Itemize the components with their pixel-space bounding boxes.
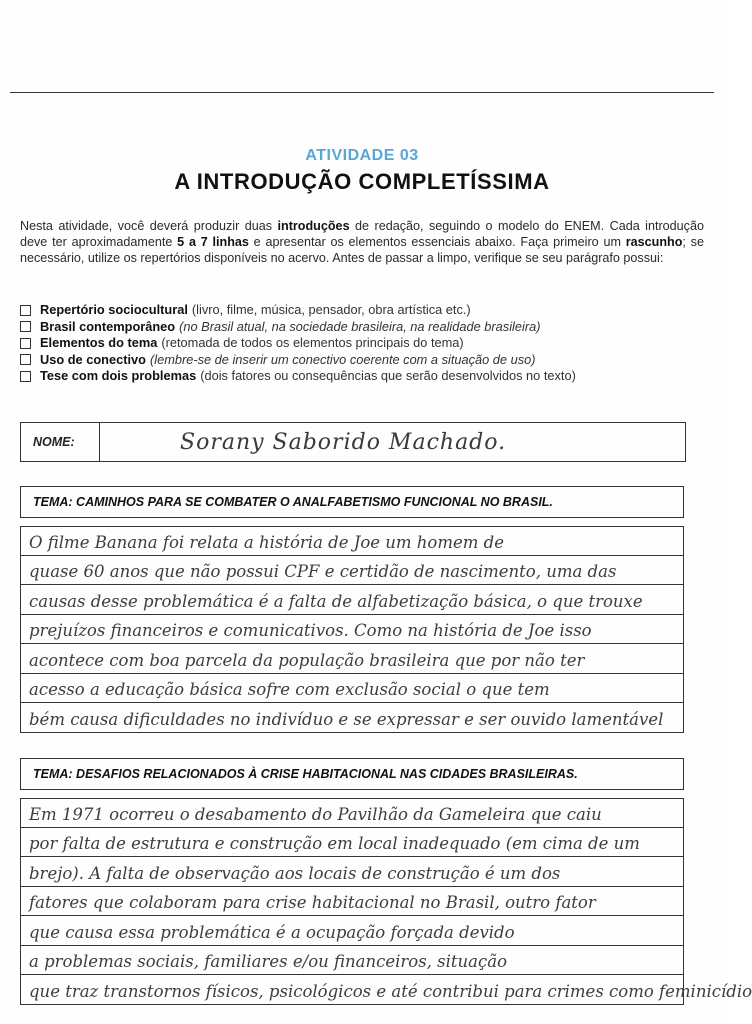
handwritten-text: que traz transtornos físicos, psicológicos e até contribui para crimes como feminicídio [29, 981, 752, 1001]
checklist-label: Repertório sociocultural [40, 302, 188, 317]
handwritten-text: O filme Banana foi relata a história de Joe um homem de [29, 532, 504, 552]
intro-text: de redação, seguindo o modelo do ENEM. Cada introdução deve ter aproximadamente [20, 219, 704, 249]
essay-section-2 [20, 758, 752, 1005]
activity-title: A INTRODUÇÃO COMPLETÍSSIMA [174, 169, 550, 194]
writing-line[interactable] [20, 916, 684, 946]
handwritten-text: Em 1971 ocorreu o desabamento do Pavilhão da Gameleira que caiu [29, 804, 602, 824]
name-field[interactable] [20, 422, 686, 462]
writing-line[interactable] [20, 526, 684, 556]
handwritten-text: quase 60 anos que não possui CPF e certidão de nascimento, uma das [29, 562, 617, 581]
intro-emphasis: 5 a 7 linhas [177, 235, 249, 249]
checkbox-icon[interactable] [20, 354, 31, 365]
requirements-checklist [20, 302, 720, 385]
handwritten-text: acontece com boa parcela da população brasileira que por não ter [29, 650, 585, 670]
checkbox-icon[interactable] [20, 371, 31, 382]
activity-header [0, 147, 724, 195]
handwritten-text: bém causa dificuldades no indivíduo e se expressar e ser ouvido lamentável [29, 709, 664, 729]
name-label: NOME: [21, 423, 100, 461]
checklist-item[interactable] [20, 335, 720, 352]
checklist-item[interactable] [20, 302, 720, 319]
checklist-note: (livro, filme, música, pensador, obra artística etc.) [191, 302, 471, 317]
checklist-label: Uso de conectivo [40, 351, 146, 367]
handwritten-text: por falta de estrutura e construção em local inadequado (em cima de um [29, 834, 640, 853]
checklist-note: (dois fatores ou consequências que serão desenvolvidos no texto) [200, 368, 576, 383]
intro-text: ; se necessário, utilize os repertórios disponíveis no acervo. Antes de passar a limpo, verifique se seu parágrafo possui: [20, 235, 704, 265]
writing-line[interactable] [20, 556, 684, 586]
instructions-paragraph [20, 218, 704, 266]
checklist-item[interactable] [20, 319, 720, 336]
checklist-label: Tese com dois problemas [40, 368, 197, 383]
writing-line[interactable] [20, 828, 684, 858]
writing-line[interactable] [20, 946, 684, 976]
writing-line[interactable] [20, 887, 684, 917]
writing-line[interactable] [20, 703, 684, 733]
intro-emphasis: rascunho [625, 235, 683, 249]
essay-theme: TEMA: DESAFIOS RELACIONADOS À CRISE HABITACIONAL NAS CIDADES BRASILEIRAS. [20, 758, 684, 790]
writing-line[interactable] [20, 975, 752, 1005]
handwritten-text: prejuízos financeiros e comunicativos. Como na história de Joe isso [29, 621, 592, 640]
name-value[interactable]: Sorany Saborido Machado. [180, 429, 507, 455]
intro-emphasis: introduções [277, 219, 350, 233]
handwritten-text: a problemas sociais, familiares e/ou financeiros, situação [29, 952, 508, 971]
writing-line[interactable] [20, 857, 684, 887]
essay-lines [20, 526, 684, 733]
checklist-note: (lembre-se de inserir um conectivo coerente com a situação de uso) [149, 351, 536, 367]
checklist-item[interactable] [20, 368, 720, 385]
essay-section-1 [20, 486, 684, 733]
essay-lines [20, 798, 752, 1005]
writing-line[interactable] [20, 798, 684, 828]
checklist-note: (retomada de todos os elementos principais do tema) [161, 335, 464, 350]
writing-line[interactable] [20, 674, 684, 704]
handwritten-text: brejo). A falta de observação aos locais de construção é um dos [29, 863, 561, 883]
writing-line[interactable] [20, 644, 684, 674]
essay-theme: TEMA: CAMINHOS PARA SE COMBATER O ANALFABETISMO FUNCIONAL NO BRASIL. [20, 486, 684, 518]
checkbox-icon[interactable] [20, 338, 31, 349]
activity-number: ATIVIDADE 03 [305, 147, 419, 164]
intro-text: Nesta atividade, você deverá produzir duas [20, 219, 278, 233]
handwritten-text: que causa essa problemática é a ocupação forçada devido [29, 922, 515, 942]
checklist-label: Brasil contemporâneo [40, 318, 176, 334]
intro-text: e apresentar os elementos essenciais abaixo. Faça primeiro um [248, 235, 626, 249]
handwritten-text: acesso a educação básica sofre com exclusão social o que tem [29, 680, 550, 699]
handwritten-text: fatores que colaboram para crise habitacional no Brasil, outro fator [29, 893, 596, 912]
writing-line[interactable] [20, 615, 684, 645]
checklist-item[interactable] [20, 352, 720, 369]
top-divider [10, 92, 714, 93]
handwritten-text: causas desse problemática é a falta de alfabetização básica, o que trouxe [29, 591, 643, 611]
writing-line[interactable] [20, 585, 684, 615]
checkbox-icon[interactable] [20, 321, 31, 332]
checklist-note: (no Brasil atual, na sociedade brasileira, na realidade brasileira) [179, 318, 541, 334]
checkbox-icon[interactable] [20, 305, 31, 316]
checklist-label: Elementos do tema [40, 335, 158, 350]
